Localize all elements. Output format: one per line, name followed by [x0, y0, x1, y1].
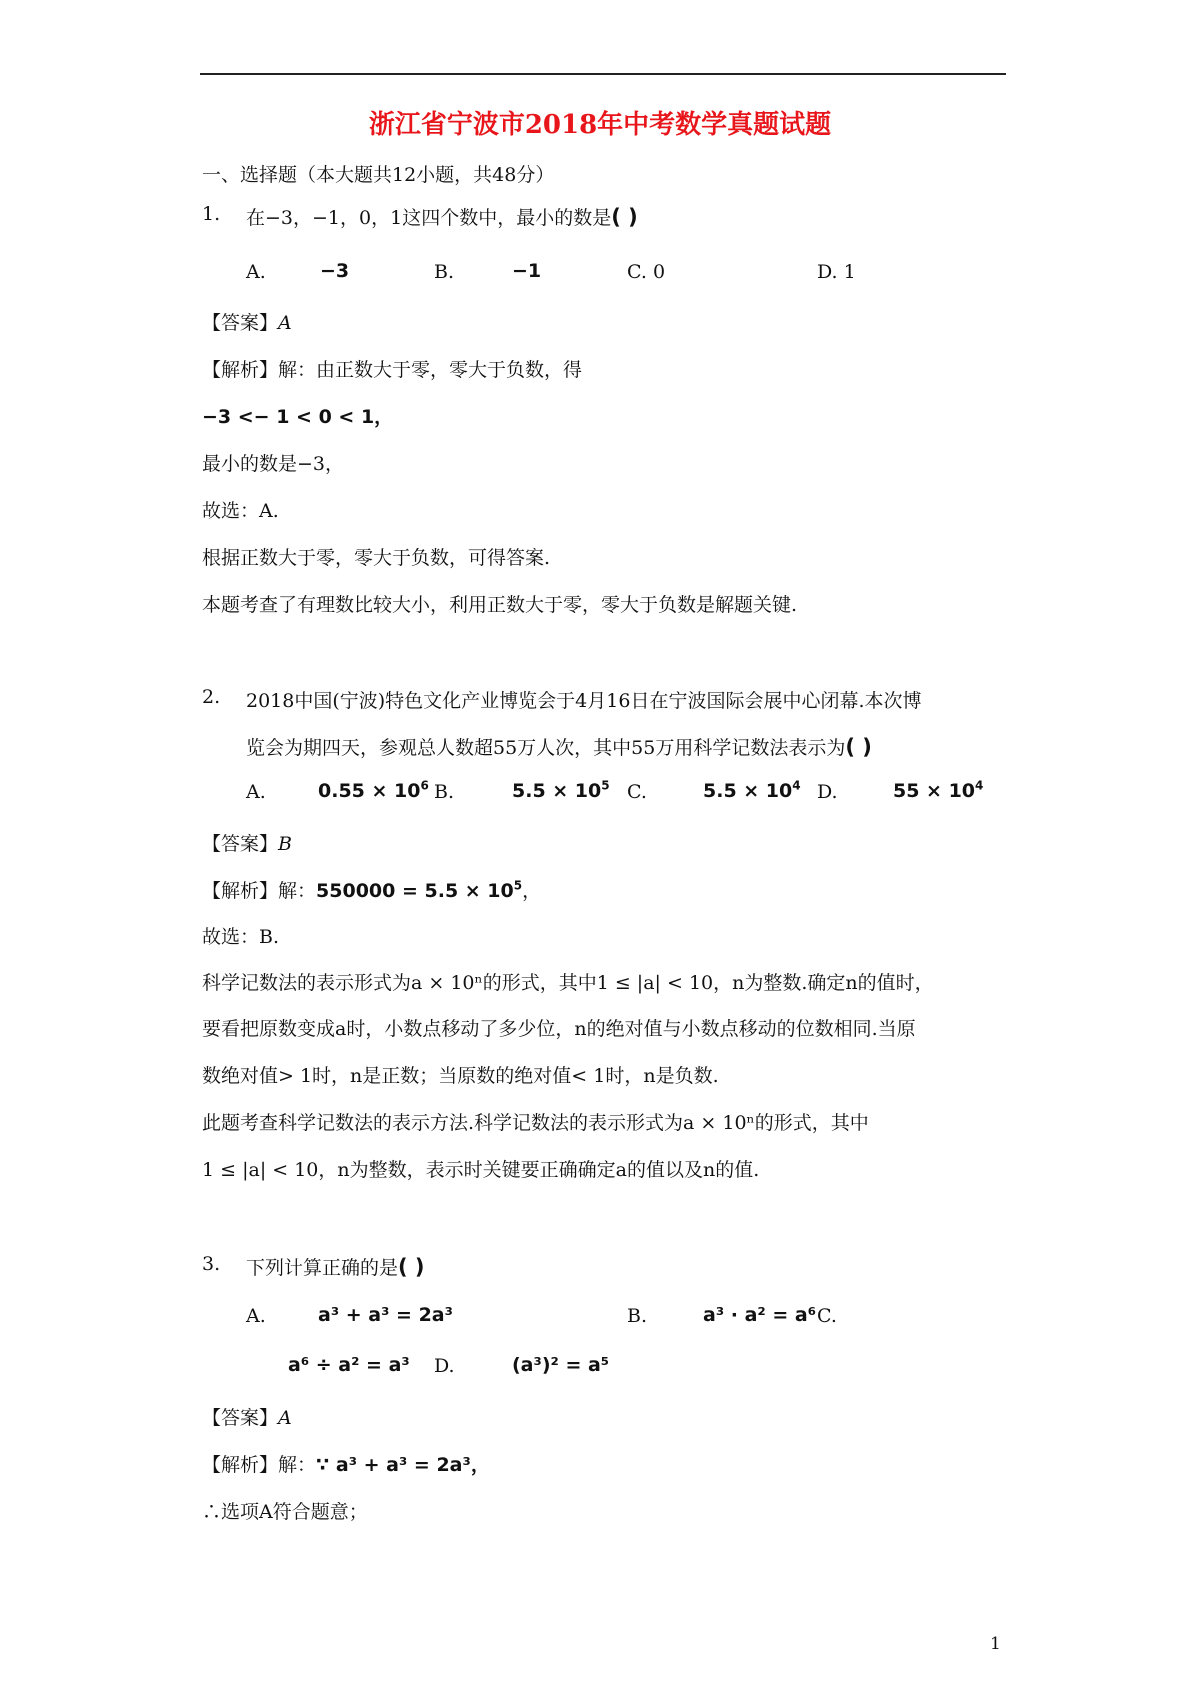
q1-analysis-line: 最小的数是−3，: [202, 453, 345, 475]
section-heading: 一、选择题（本大题共12小题，共48分）: [202, 164, 555, 186]
q1-stem: 在−3，−1，0，1这四个数中，最小的数是( ): [246, 205, 638, 229]
q1-analysis: 【解析】解：由正数大于零，零大于负数，得: [202, 359, 583, 381]
q1-analysis-line: 本题考查了有理数比较大小，利用正数大于零，零大于负数是解题关键.: [202, 594, 798, 616]
q3-option-b-label: B.: [627, 1305, 648, 1327]
page-title: 浙江省宁波市2018年中考数学真题试题: [368, 110, 832, 140]
q2-analysis-line: 1 ≤ |a| < 10，n为整数，表示时关键要正确确定a的值以及n的值.: [202, 1159, 760, 1181]
q2-option-c-label: C.: [627, 781, 647, 803]
page-number: 1: [990, 1634, 1001, 1654]
q2-option-a-value: $0.55 \times 10^6$: [318, 778, 429, 802]
q3-stem: 下列计算正确的是( ): [246, 1255, 425, 1279]
q1-analysis-line: 根据正数大于零，零大于负数，可得答案.: [202, 547, 551, 569]
q3-answer: 【答案】A: [202, 1407, 292, 1429]
q2-analysis-line: 此题考查科学记数法的表示方法.科学记数法的表示形式为a × 10ⁿ的形式，其中: [202, 1112, 869, 1134]
q1-number: 1.: [202, 203, 221, 225]
q2-analysis-line: 要看把原数变成a时，小数点移动了多少位，n的绝对值与小数点移动的位数相同.当原: [202, 1018, 916, 1040]
q1-option-d: D. 1: [817, 261, 856, 283]
q3-option-d-label: D.: [434, 1355, 455, 1377]
q2-option-d-value: $55 \times 10^4$: [893, 778, 984, 802]
q3-number: 3.: [202, 1253, 221, 1275]
q2-analysis-line: 数绝对值> 1时，n是正数；当原数的绝对值< 1时，n是负数.: [202, 1065, 719, 1087]
q1-choice: 故选：A.: [202, 500, 279, 522]
q2-choice: 故选：B.: [202, 926, 280, 948]
q2-stem-line-1: 2018中国(宁波)特色文化产业博览会于4月16日在宁波国际会展中心闭幕.本次博: [246, 690, 922, 712]
q2-number: 2.: [202, 686, 221, 708]
q2-option-b-value: $5.5 \times 10^5$: [512, 778, 610, 802]
q2-option-b-label: B.: [434, 781, 455, 803]
q3-option-a-label: A.: [246, 1305, 266, 1327]
q3-option-d-value: (a³)² = a⁵: [512, 1354, 610, 1376]
q3-option-b-value: a³ · a² = a⁶: [703, 1304, 817, 1326]
q3-option-c-value: a⁶ ÷ a² = a³: [288, 1354, 410, 1376]
header-rule: [200, 73, 1006, 75]
q2-analysis: 【解析】解：$550000 = 5.5 \times 10^5$，: [202, 878, 542, 902]
q3-option-a-value: a³ + a³ = 2a³: [318, 1304, 453, 1326]
q2-option-a-label: A.: [246, 781, 266, 803]
q3-option-c-label: C.: [817, 1305, 837, 1327]
q1-option-a-label: A.: [246, 261, 266, 283]
q3-analysis: 【解析】解：∵ a³ + a³ = 2a³，: [202, 1454, 490, 1476]
q2-stem-line-2: 览会为期四天，参观总人数超55万人次，其中55万用科学记数法表示为( ): [246, 735, 872, 759]
q1-option-c: C. 0: [627, 261, 666, 283]
q2-analysis-line: 科学记数法的表示形式为a × 10ⁿ的形式，其中1 ≤ |a| < 10，n为整数.确定n的值时，: [202, 972, 934, 994]
q2-answer: 【答案】B: [202, 833, 292, 855]
q1-option-b-label: B.: [434, 261, 455, 283]
q2-option-d-label: D.: [817, 781, 838, 803]
q1-inequality: −3 <− 1 < 0 < 1，: [202, 406, 394, 428]
q2-option-c-value: $5.5 \times 10^4$: [703, 778, 801, 802]
q1-option-a-value: −3: [320, 260, 350, 282]
q1-option-b-value: −1: [512, 260, 542, 282]
q3-analysis-line: ∴选项A符合题意；: [202, 1501, 368, 1523]
q1-answer: 【答案】A: [202, 312, 292, 334]
